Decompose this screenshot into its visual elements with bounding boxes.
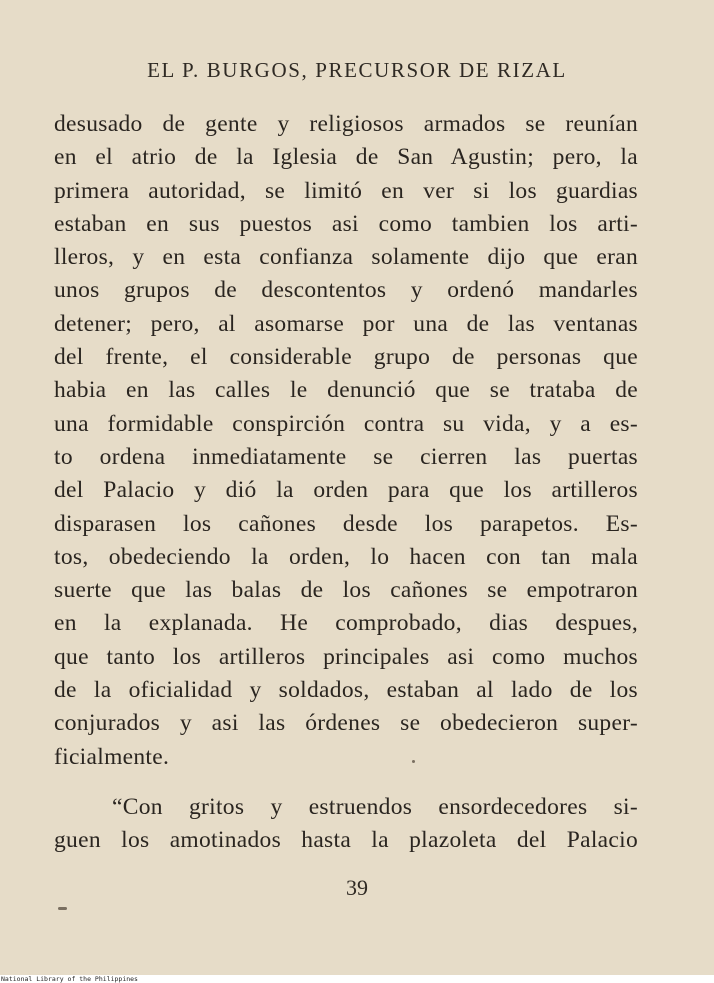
body-text xyxy=(54,108,638,858)
text-line: en la explanada. He comprobado, dias despues, xyxy=(54,610,638,637)
page-number: 39 xyxy=(346,875,368,900)
text-line: “Con gritos y estruendos ensordecedores si- xyxy=(112,793,638,820)
text-line: lleros, y en esta confianza solamente dijo que eran xyxy=(54,244,638,271)
paragraph-gap xyxy=(54,774,638,791)
text-line: de la oficialidad y soldados, estaban al lado de los xyxy=(54,677,638,704)
text-line: to ordena inmediatamente se cierren las puertas xyxy=(54,443,638,470)
text-line: ficialmente. xyxy=(54,743,170,770)
text-line: suerte que las balas de los cañones se empotraron xyxy=(54,577,638,604)
ink-speck xyxy=(412,760,415,763)
text-line: habia en las calles le denunció que se trataba de xyxy=(54,377,638,404)
library-credit: National Library of the Philippines xyxy=(1,975,138,983)
ink-speck xyxy=(58,907,67,910)
text-line: estaban en sus puestos asi como tambien los arti- xyxy=(54,210,638,237)
text-line: una formidable conspirción contra su vida, y a es- xyxy=(54,410,638,437)
text-line: del Palacio y dió la orden para que los artilleros xyxy=(54,477,638,504)
footer-strip xyxy=(0,975,714,983)
text-line: guen los amotinados hasta la plazoleta del Palacio xyxy=(54,827,638,854)
text-line: tos, obedeciendo la orden, lo hacen con tan mala xyxy=(54,543,638,570)
text-line: desusado de gente y religiosos armados se reunían xyxy=(54,111,638,137)
text-line: conjurados y asi las órdenes se obedecieron super- xyxy=(54,710,638,737)
text-line: del frente, el considerable grupo de personas que xyxy=(54,344,638,371)
text-line: en el atrio de la Iglesia de San Agustin; pero, la xyxy=(54,144,638,171)
text-line: detener; pero, al asomarse por una de las ventanas xyxy=(54,310,638,337)
text-line: que tanto los artilleros principales asi como muchos xyxy=(54,643,638,670)
running-head: EL P. BURGOS, PRECURSOR DE RIZAL xyxy=(147,58,567,82)
text-line: disparasen los cañones desde los parapetos. Es- xyxy=(54,510,638,537)
text-line: unos grupos de descontentos y ordenó mandarles xyxy=(54,277,638,304)
text-line: primera autoridad, se limitó en ver si los guardias xyxy=(54,177,638,204)
